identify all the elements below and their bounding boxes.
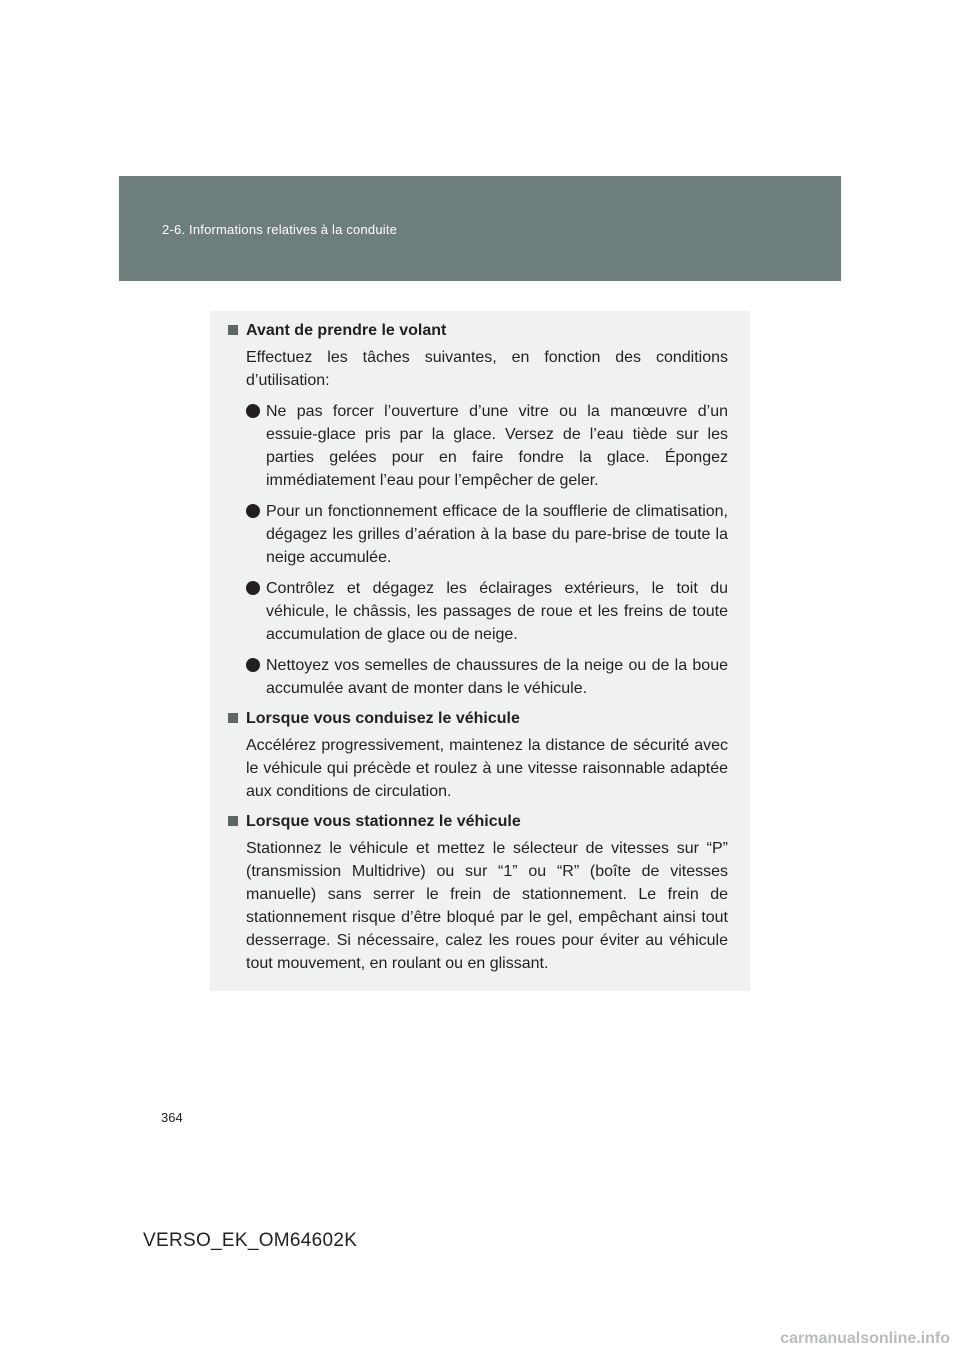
list-item bbox=[228, 400, 728, 492]
list-item-text: Ne pas forcer l’ouverture d’une vitre ou la manœuvre d’un essuie-glace pris par la glace. Versez de l’eau tiède sur les parties gelées pour en faire fondre la glace. Épongez immédiatement l’eau pour l’empêcher de geler. bbox=[266, 403, 728, 489]
round-bullet-icon bbox=[246, 581, 260, 595]
section-heading-before-driving bbox=[228, 320, 728, 342]
heading-text: Lorsque vous conduisez le véhicule bbox=[246, 710, 520, 727]
square-bullet-icon bbox=[228, 816, 238, 826]
list-item-text: Nettoyez vos semelles de chaussures de la neige ou de la boue accumulée avant de monter dans le véhicule. bbox=[266, 657, 728, 697]
square-bullet-icon bbox=[228, 325, 238, 335]
round-bullet-icon bbox=[246, 658, 260, 672]
round-bullet-icon bbox=[246, 504, 260, 518]
list-item-text: Contrôlez et dégagez les éclairages extérieurs, le toit du véhicule, le châssis, les passages de roue et les freins de toute accumulation de glace ou de neige. bbox=[266, 580, 728, 643]
section-intro: Effectuez les tâches suivantes, en fonction des conditions d’utilisation: bbox=[246, 349, 728, 389]
section-header-band bbox=[119, 176, 841, 281]
watermark: carmanualsonline.info bbox=[780, 1330, 950, 1347]
round-bullet-icon bbox=[246, 404, 260, 418]
section-heading-while-driving bbox=[228, 708, 728, 730]
list-item bbox=[228, 654, 728, 700]
section-title: 2-6. Informations relatives à la conduite bbox=[162, 222, 398, 237]
list-item-text: Pour un fonctionnement efficace de la soufflerie de climatisation, dégagez les grilles d’aération à la base du pare-brise de toute la neige accumulée. bbox=[266, 503, 728, 566]
heading-text: Lorsque vous stationnez le véhicule bbox=[246, 813, 521, 830]
page-number: 364 bbox=[161, 1110, 183, 1125]
heading-text: Avant de prendre le volant bbox=[246, 322, 447, 339]
section-intro: Stationnez le véhicule et mettez le sélecteur de vitesses sur “P” (transmission Multidrive) ou sur “1” ou “R” (boîte de vitesses manuelle) sans serrer le frein de stationnement. Le frein de stationnement risque d’être bloqué par le gel, empêchant ainsi tout desserrage. Si nécessaire, calez les roues pour éviter au véhicule tout mouvement, en roulant ou en glissant. bbox=[246, 840, 728, 972]
list-item bbox=[228, 577, 728, 646]
section-intro: Accélérez progressivement, maintenez la distance de sécurité avec le véhicule qui précède et roulez à une vitesse raisonnable adaptée aux conditions de circulation. bbox=[246, 737, 728, 800]
section-heading-parking bbox=[228, 811, 728, 833]
square-bullet-icon bbox=[228, 713, 238, 723]
info-box bbox=[210, 311, 750, 991]
document-code: VERSO_EK_OM64602K bbox=[143, 1230, 358, 1251]
list-item bbox=[228, 500, 728, 569]
